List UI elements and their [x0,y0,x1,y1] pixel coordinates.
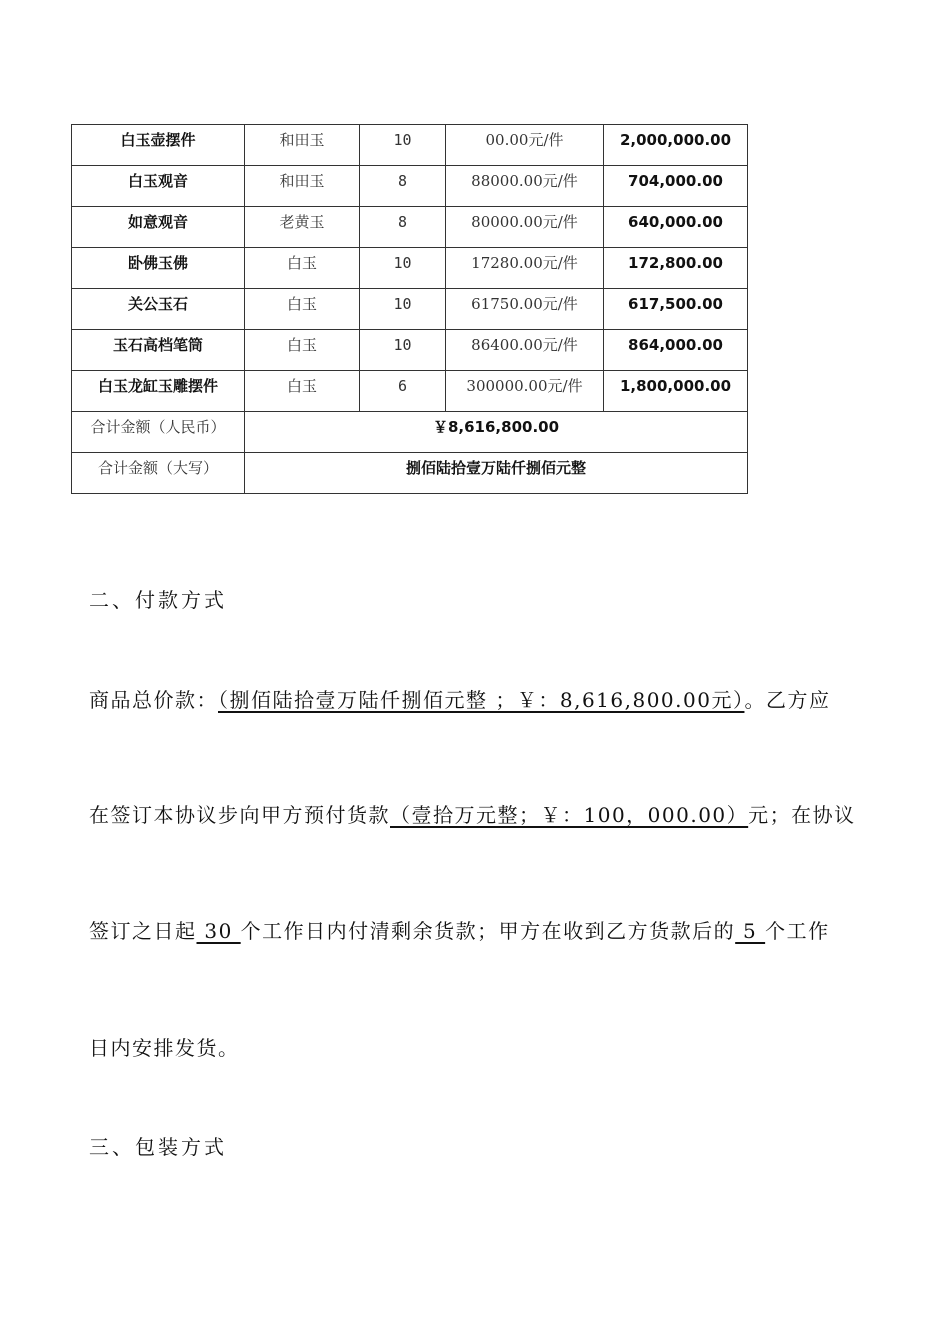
payment-line-4: 日内安排发货。 [89,1036,240,1060]
total-upper-label: 合计金额（大写） [72,453,245,494]
table-row [72,125,748,166]
item-qty-cell: 8 [360,207,446,248]
item-qty-cell: 8 [360,166,446,207]
table-row [72,371,748,412]
payment-line-2-prefix: 在签订本协议步向甲方预付货款 [89,803,390,827]
item-material-cell: 白玉 [245,289,360,330]
section-2-heading: 二、付款方式 [89,588,227,612]
item-price-cell: 88000.00元/件 [446,166,604,207]
total-upper-value: 捌佰陆拾壹万陆仟捌佰元整 [245,453,748,494]
item-material-cell: 和田玉 [245,125,360,166]
total-upper-row [72,453,748,494]
payment-line-2-suffix: 元；在协议 [748,803,856,827]
item-material-cell: 白玉 [245,371,360,412]
payment-line-2 [89,799,864,828]
item-amount-cell: 617,500.00 [604,289,748,330]
item-name-cell: 白玉壶摆件 [72,125,245,166]
item-name-cell: 白玉观音 [72,166,245,207]
item-price-cell: 80000.00元/件 [446,207,604,248]
total-rmb-label: 合计金额（人民币） [72,412,245,453]
item-price-cell: 300000.00元/件 [446,371,604,412]
item-amount-cell: 864,000.00 [604,330,748,371]
item-price-cell: 00.00元/件 [446,125,604,166]
item-amount-cell: 1,800,000.00 [604,371,748,412]
item-amount-cell: 704,000.00 [604,166,748,207]
table-row [72,289,748,330]
item-qty-cell: 10 [360,248,446,289]
prepayment-underlined: （壹拾万元整；￥：100，000.00） [390,803,749,827]
section-3-heading: 三、包装方式 [89,1135,227,1159]
total-rmb-row [72,412,748,453]
total-rmb-value: ￥8,616,800.00 [245,412,748,453]
item-name-cell: 关公玉石 [72,289,245,330]
payment-line-3-suffix: 个工作 [765,919,830,943]
item-material-cell: 白玉 [245,330,360,371]
item-price-cell: 61750.00元/件 [446,289,604,330]
item-qty-cell: 10 [360,125,446,166]
table-row [72,330,748,371]
payment-line-3-prefix: 签订之日起 [89,919,197,943]
item-material-cell: 老黄玉 [245,207,360,248]
item-material-cell: 和田玉 [245,166,360,207]
item-amount-cell: 640,000.00 [604,207,748,248]
goods-table-body [72,125,748,412]
payment-line-3 [89,915,864,944]
payment-line-1-suffix: 。乙方应 [744,688,831,712]
item-qty-cell: 10 [360,289,446,330]
item-price-cell: 17280.00元/件 [446,248,604,289]
item-material-cell: 白玉 [245,248,360,289]
item-name-cell: 白玉龙缸玉雕摆件 [72,371,245,412]
table-row [72,248,748,289]
payment-line-3-mid: 个工作日内付清剩余货款；甲方在收到乙方货款后的 [240,919,736,943]
item-amount-cell: 2,000,000.00 [604,125,748,166]
payment-days: 30 [196,919,241,943]
payment-line-1 [89,684,864,713]
delivery-days: 5 [735,919,766,943]
item-name-cell: 卧佛玉佛 [72,248,245,289]
item-qty-cell: 10 [360,330,446,371]
item-price-cell: 86400.00元/件 [446,330,604,371]
item-qty-cell: 6 [360,371,446,412]
table-row [72,207,748,248]
item-name-cell: 如意观音 [72,207,245,248]
item-amount-cell: 172,800.00 [604,248,748,289]
item-name-cell: 玉石高档笔筒 [72,330,245,371]
goods-table [71,124,748,494]
payment-line-1-prefix: 商品总价款： [89,688,218,712]
table-row [72,166,748,207]
total-price-underlined: （捌佰陆拾壹万陆仟捌佰元整 ；￥：8,616,800.00元） [218,688,745,712]
